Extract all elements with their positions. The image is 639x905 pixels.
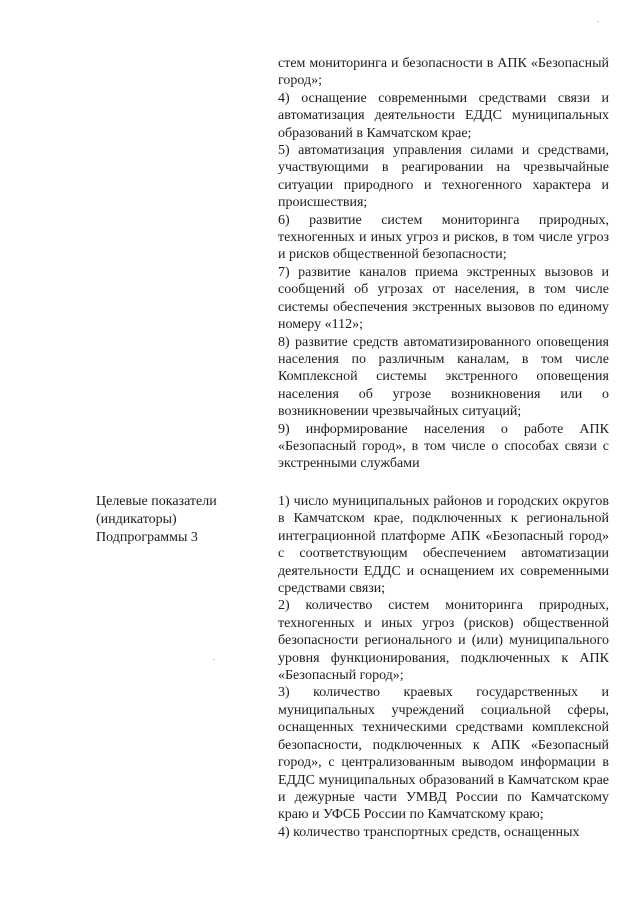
label-line: (индикаторы) bbox=[96, 512, 177, 527]
paragraph: стем мониторинга и безопасности в АПК «Безопасный город»; bbox=[278, 56, 609, 89]
paragraph: 2) количество систем мониторинга природных, техногенных и иных угроз (рисков) общественной безопасности регионального и (или) муниципального уровня функционирования, подключенных к АПК «Безопасный город»; bbox=[278, 598, 609, 684]
paragraph: 4) оснащение современными средствами связи и автоматизация деятельности ЕДДС муниципальных образований в Камчатском крае; bbox=[278, 90, 609, 141]
label-line: Целевые показатели bbox=[96, 494, 217, 509]
paragraph: 9) информирование населения о работе АПК «Безопасный город», в том числе о способах связи с экстренными службами bbox=[278, 421, 609, 472]
paragraph: 3) количество краевых государственных и муниципальных учреждений социальной сферы, оснащенных техническими средствами комплексной безопасности, подключенных к АПК «Безопасный город», с централизованным выводом информации в ЕДДС муниципальных образований в Камчатском крае и дежурные части УМВД России по Камчатскому краю и УФСБ России по Камчатскому краю; bbox=[278, 685, 609, 823]
paragraph: 5) автоматизация управления силами и средствами, участвующими в реагировании на чрезвычайные ситуации природного и техногенного характера и происшествия; bbox=[278, 143, 609, 211]
target-indicators-label bbox=[96, 493, 266, 547]
target-indicators-text bbox=[278, 493, 609, 841]
scan-speck bbox=[597, 21, 599, 22]
scan-speck bbox=[213, 659, 215, 660]
tasks-continued-text bbox=[278, 55, 609, 473]
label-line: Подпрограммы 3 bbox=[96, 530, 198, 545]
paragraph: 4) количество транспортных средств, оснащенных bbox=[278, 824, 580, 840]
paragraph: 6) развитие систем мониторинга природных, техногенных и иных угроз и рисков, в том числе угроз и рисков общественной безопасности; bbox=[278, 212, 609, 263]
paragraph: 7) развитие каналов приема экстренных вызовов и сообщений об угрозах от населения, в том числе системы обеспечения экстренных вызовов по единому номеру «112»; bbox=[278, 264, 609, 333]
paragraph: 8) развитие средств автоматизированного оповещения населения по различным каналам, в том числе Комплексной системы экстренного оповещения населения об угрозе возникновения или о возникновении чрезвычайных ситуаций; bbox=[278, 334, 609, 420]
paragraph: 1) число муниципальных районов и городских округов в Камчатском крае, подключенных к региональной интеграционной платформе АПК «Безопасный город» с соответствующим обеспечением автоматизации деятельности ЕДДС и оснащением их современными средствами связи; bbox=[278, 494, 609, 597]
